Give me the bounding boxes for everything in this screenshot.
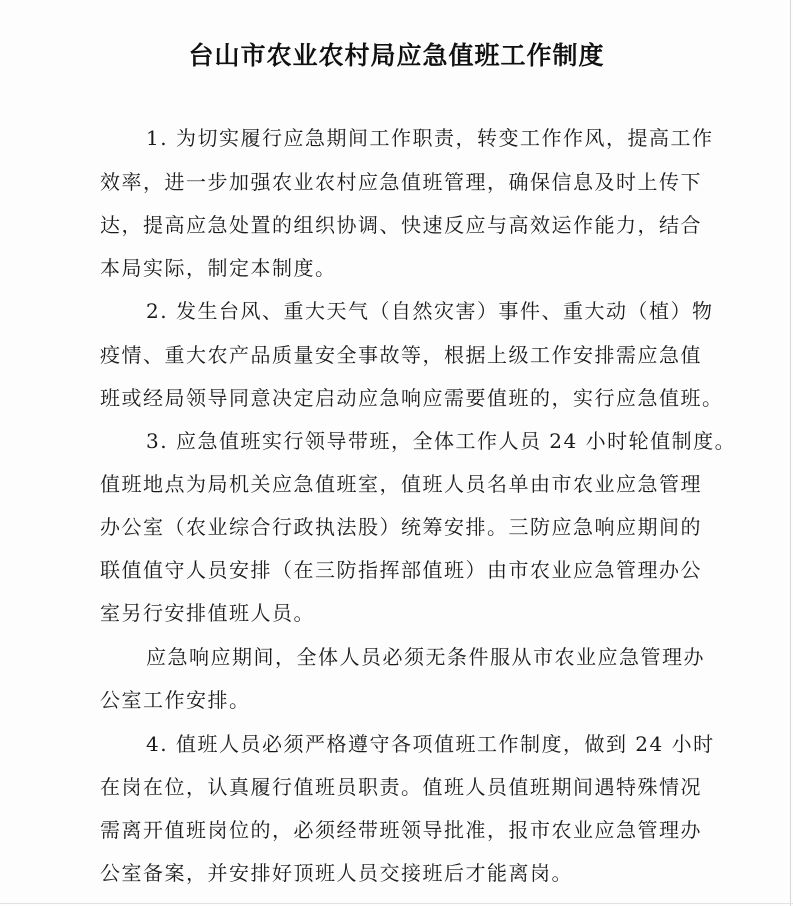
paragraph-3-line-4: 联值值守人员安排（在三防指挥部值班）由市农业应急管理办公 <box>100 558 702 582</box>
paragraph-3-line-5: 室另行安排值班人员。 <box>100 601 315 625</box>
paragraph-3-line-1: 3. 应急值班实行领导带班，全体工作人员 24 小时轮值制度。 <box>146 429 737 453</box>
paragraph-3b-line-1: 应急响应期间，全体人员必须无条件服从市农业应急管理办 <box>146 645 705 669</box>
paragraph-2-line-3: 班或经局领导同意决定启动应急响应需要值班的，实行应急值班。 <box>100 386 724 410</box>
paragraph-4-line-1: 4. 值班人员必须严格遵守各项值班工作制度，做到 24 小时 <box>146 732 715 756</box>
paragraph-4-line-3: 需离开值班岗位的，必须经带班领导批准，报市农业应急管理办 <box>100 818 702 842</box>
paragraph-1-line-1: 1. 为切实履行应急期间工作职责，转变工作作风，提高工作 <box>146 126 714 150</box>
paragraph-3b-line-2: 公室工作安排。 <box>100 688 251 712</box>
paragraph-3-line-3: 办公室（农业综合行政执法股）统筹安排。三防应急响应期间的 <box>100 515 702 539</box>
paragraph-1-line-4: 本局实际，制定本制度。 <box>100 256 337 280</box>
paragraph-2-line-1: 2. 发生台风、重大天气（自然灾害）事件、重大动（植）物 <box>146 299 714 323</box>
document-title: 台山市农业农村局应急值班工作制度 <box>188 41 605 70</box>
paragraph-1-line-2: 效率，进一步加强农业农村应急值班管理，确保信息及时上传下 <box>100 170 702 194</box>
paragraph-4-line-4: 公室备案，并安排好顶班人员交接班后才能离岗。 <box>100 861 573 885</box>
page-edge-bottom <box>0 903 793 904</box>
paragraph-4-line-2: 在岗在位，认真履行值班员职责。值班人员值班期间遇特殊情况 <box>100 775 702 799</box>
paragraph-1-line-3: 达，提高应急处置的组织协调、快速反应与高效运作能力，结合 <box>100 213 702 237</box>
page-edge-right <box>790 0 791 906</box>
paragraph-2-line-2: 疫情、重大农产品质量安全事故等，根据上级工作安排需应急值 <box>100 343 702 367</box>
paragraph-3-line-2: 值班地点为局机关应急值班室，值班人员名单由市农业应急管理 <box>100 472 702 496</box>
